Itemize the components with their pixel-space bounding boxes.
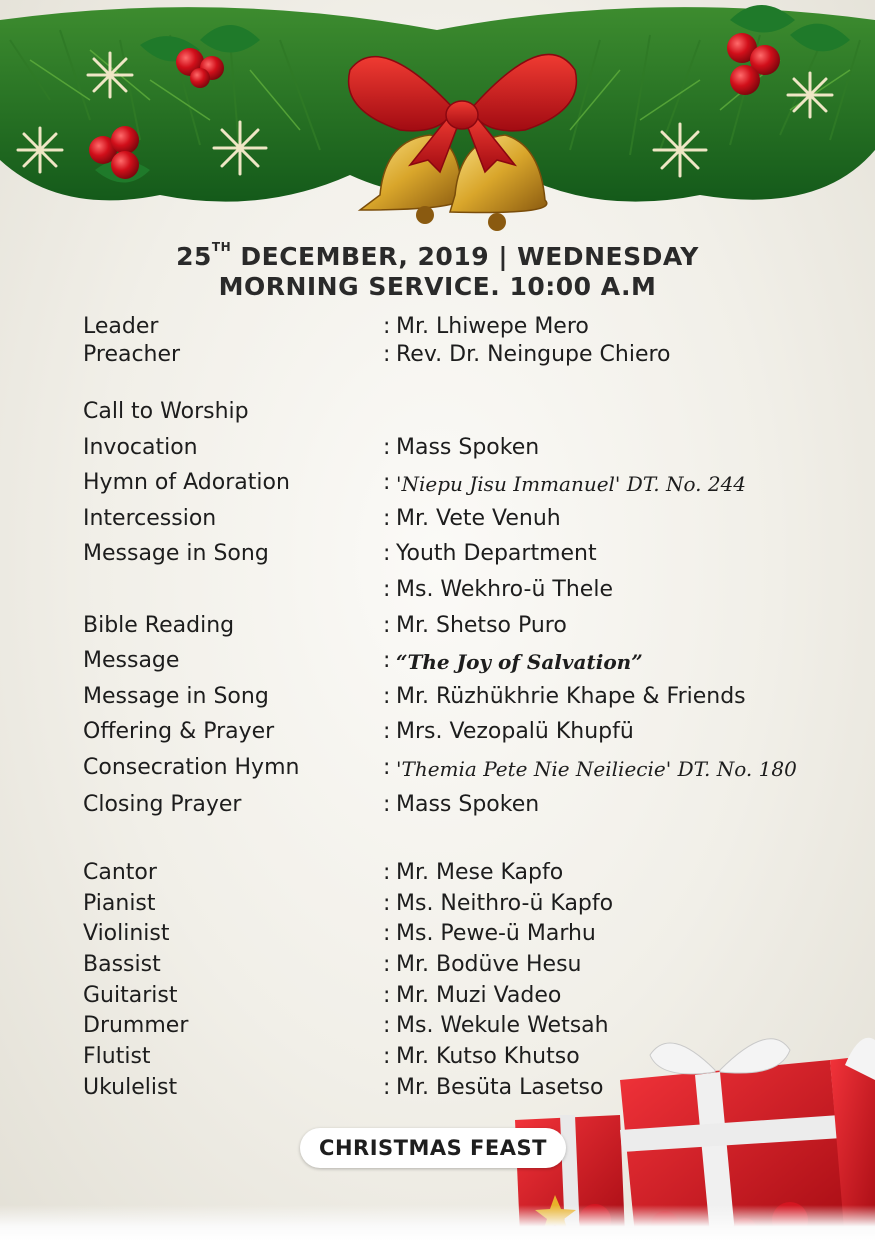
program-row-message-in-song [83,541,843,571]
colon-separator: : [383,792,391,817]
program-row-flutist [83,1044,843,1074]
program-row-drummer [83,1013,843,1043]
role-label: Message in Song [83,684,269,709]
role-label: Preacher [83,342,181,367]
colon-separator: : [383,1044,391,1069]
christmas-garland-decoration [0,0,875,240]
date-day: 25 [176,242,212,271]
program-row-closing-prayer [83,792,843,822]
colon-separator: : [383,952,391,977]
person-name: Ms. Wekule Wetsah [396,1013,609,1038]
program-row-offering-prayer [83,719,843,749]
role-label: Flutist [83,1044,151,1069]
colon-separator: : [383,314,391,339]
colon-separator: : [383,719,391,744]
colon-separator: : [383,506,391,531]
person-name: Mr. Lhiwepe Mero [396,314,589,339]
program-row-message-in-song-continued [83,577,843,607]
role-label: Violinist [83,921,170,946]
role-label: Leader [83,314,159,339]
person-name: Rev. Dr. Neingupe Chiero [396,342,671,367]
colon-separator: : [383,684,391,709]
program-row-bible-reading [83,613,843,643]
program-row-invocation [83,435,843,465]
colon-separator: : [383,648,391,673]
colon-separator: : [383,983,391,1008]
date-day-suffix: TH [211,240,232,254]
sermon-title: “The Joy of Salvation” [396,650,643,674]
program-row-bassist [83,952,843,982]
person-name: Ms. Wekhro-ü Thele [396,577,613,602]
person-name: Mr. Besüta Lasetso [396,1075,604,1100]
colon-separator: : [383,1013,391,1038]
person-name: Ms. Neithro-ü Kapfo [396,891,614,916]
program-row-intercession [83,506,843,536]
role-label: Drummer [83,1013,189,1038]
role-label: Offering & Prayer [83,719,275,744]
role-label: Bassist [83,952,161,977]
colon-separator: : [383,577,391,602]
program-row-message-in-song-2 [83,684,843,714]
program-row-violinist [83,921,843,951]
person-name: Mr. Vete Venuh [396,506,561,531]
role-label: Message in Song [83,541,269,566]
role-label: Hymn of Adoration [83,470,290,495]
person-name: Ms. Pewe-ü Marhu [396,921,596,946]
colon-separator: : [383,891,391,916]
program-row-cantor [83,860,843,890]
role-label: Intercession [83,506,217,531]
hymn-title: 'Niepu Jisu Immanuel' DT. No. 244 [396,472,747,496]
person-name: Youth Department [396,541,597,566]
christmas-feast-label: CHRISTMAS FEAST [300,1128,566,1168]
colon-separator: : [383,921,391,946]
role-label: Bible Reading [83,613,235,638]
hymn-title: 'Themia Pete Nie Neiliecie' DT. No. 180 [396,757,797,781]
colon-separator: : [383,470,391,495]
program-row-consecration-hymn [83,755,843,785]
colon-separator: : [383,755,391,780]
person-name: Mr. Rüzhükhrie Khape & Friends [396,684,746,709]
person-name: Mr. Bodüve Hesu [396,952,582,977]
person-name: Mr. Kutso Khutso [396,1044,580,1069]
role-label: Invocation [83,435,198,460]
role-label: Message [83,648,180,673]
colon-separator: : [383,613,391,638]
person-name: Mass Spoken [396,792,540,817]
role-label: Cantor [83,860,157,885]
role-label: Ukulelist [83,1075,178,1100]
program-row-guitarist [83,983,843,1013]
program-row-hymn-of-adoration [83,470,843,500]
program-row-call-to-worship [83,399,843,429]
date-rest: DECEMBER, 2019 | WEDNESDAY [240,242,699,271]
program-row-leader [83,314,843,344]
role-label: Guitarist [83,983,178,1008]
program-row-ukulelist [83,1075,843,1105]
person-name: Mr. Muzi Vadeo [396,983,562,1008]
person-name: Mr. Shetso Puro [396,613,567,638]
program-row-preacher [83,342,843,372]
date-heading [0,242,875,271]
role-label: Call to Worship [83,399,249,424]
colon-separator: : [383,541,391,566]
colon-separator: : [383,435,391,460]
person-name: Mass Spoken [396,435,540,460]
person-name: Mr. Mese Kapfo [396,860,564,885]
program-row-pianist [83,891,843,921]
role-label: Pianist [83,891,156,916]
service-time-heading: MORNING SERVICE. 10:00 A.M [218,272,657,301]
role-label: Closing Prayer [83,792,242,817]
person-name: Mrs. Vezopalü Khupfü [396,719,634,744]
program-row-message [83,648,843,678]
colon-separator: : [383,342,391,367]
snow-ground-decoration [0,1205,875,1241]
colon-separator: : [383,860,391,885]
colon-separator: : [383,1075,391,1100]
role-label: Consecration Hymn [83,755,300,780]
